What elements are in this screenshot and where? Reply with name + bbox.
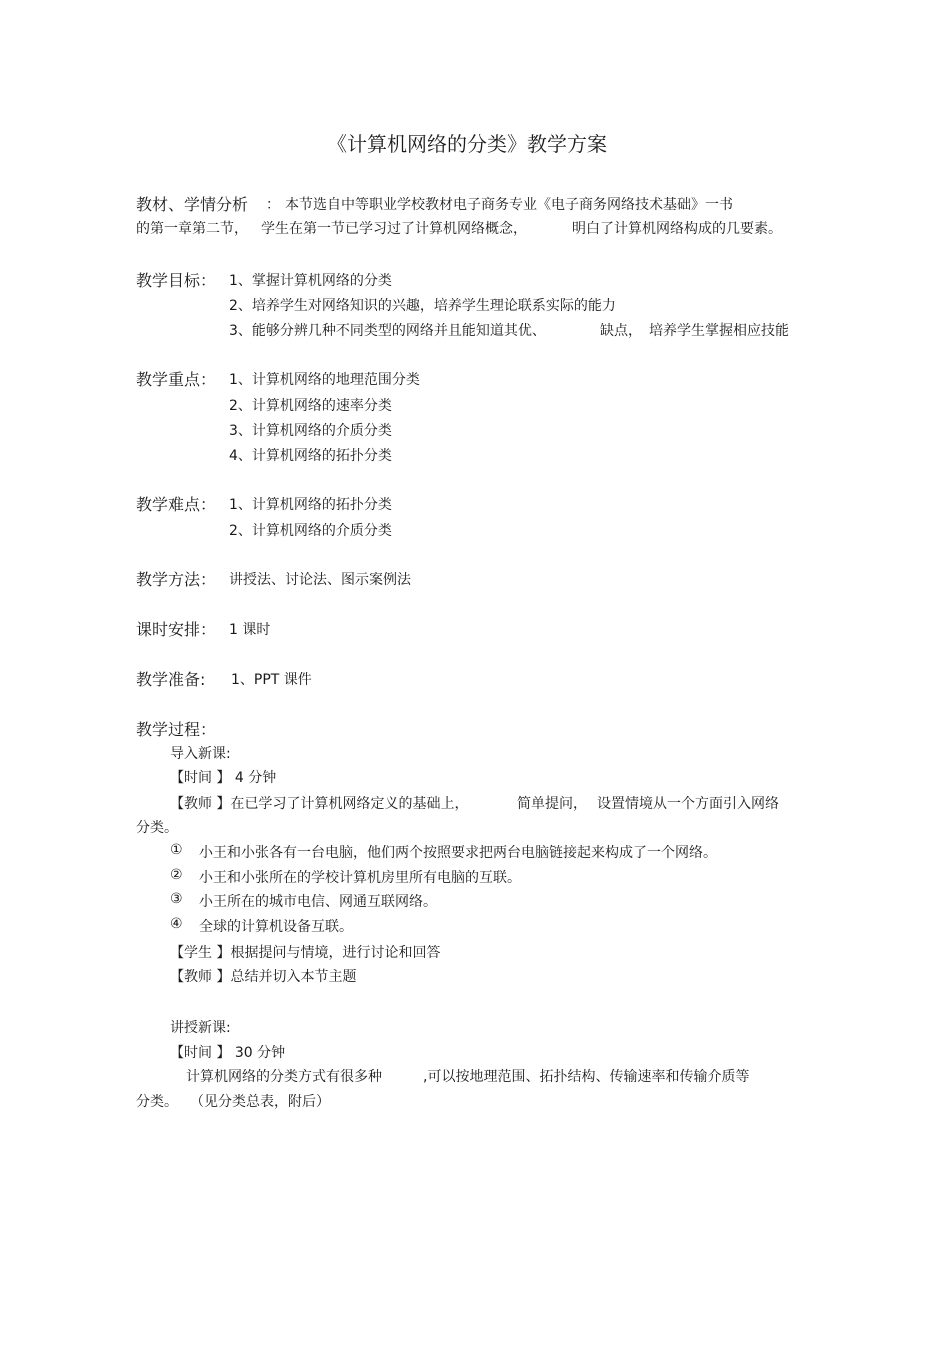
goal-item-3c: 培养学生掌握相应技能 bbox=[649, 323, 789, 339]
key-point-item: 2、计算机网络的速率分类 bbox=[229, 398, 392, 414]
schedule-value: 1 课时 bbox=[229, 622, 271, 638]
intro-teacher-summary: 【教师 】总结并切入本节主题 bbox=[170, 969, 357, 985]
lecture-text-line1a: 计算机网络的分类方式有很多种 bbox=[186, 1069, 382, 1085]
process-label: 教学过程： bbox=[136, 720, 217, 739]
methods-value: 讲授法、讨论法、图示案例法 bbox=[229, 572, 411, 588]
lecture-heading: 讲授新课: bbox=[170, 1020, 231, 1036]
intro-time: 【时间 】 4 分钟 bbox=[170, 770, 277, 786]
analysis-label: 教材、学情分析 bbox=[136, 195, 249, 214]
analysis-text-line2b: 学生在第一节已学习过了计算机网络概念， bbox=[261, 221, 527, 237]
methods-label: 教学方法： bbox=[136, 570, 217, 589]
analysis-text-line2a: 的第一章第二节， bbox=[136, 221, 248, 237]
key-points-label: 教学重点： bbox=[136, 370, 217, 389]
case-number: ④ bbox=[170, 916, 183, 932]
analysis-text-line2c: 明白了计算机网络构成的几要素。 bbox=[572, 221, 782, 237]
key-point-item: 4、计算机网络的拓扑分类 bbox=[229, 448, 392, 464]
case-text: 全球的计算机设备互联。 bbox=[199, 919, 353, 935]
difficulty-item: 1、计算机网络的拓扑分类 bbox=[229, 497, 392, 513]
analysis-separator: ： bbox=[266, 197, 280, 213]
intro-teacher-line1d: 分类。 bbox=[136, 820, 178, 836]
case-text: 小王和小张各有一台电脑，他们两个按照要求把两台电脑链接起来构成了一个网络。 bbox=[199, 845, 717, 861]
case-number: ③ bbox=[170, 891, 183, 907]
goal-item: 2、培养学生对网络知识的兴趣，培养学生理论联系实际的能力 bbox=[229, 298, 616, 314]
intro-student: 【学生 】根据提问与情境，进行讨论和回答 bbox=[170, 945, 441, 961]
preparation-label: 教学准备: bbox=[136, 670, 206, 689]
difficulty-item: 2、计算机网络的介质分类 bbox=[229, 523, 392, 539]
key-point-item: 3、计算机网络的介质分类 bbox=[229, 423, 392, 439]
goal-item: 1、掌握计算机网络的分类 bbox=[229, 273, 392, 289]
intro-teacher-line1c: 设置情境从一个方面引入网络 bbox=[597, 796, 779, 812]
preparation-value: 1、PPT 课件 bbox=[231, 672, 312, 688]
key-point-item: 1、计算机网络的地理范围分类 bbox=[229, 372, 420, 388]
schedule-label: 课时安排： bbox=[136, 620, 217, 639]
page-title: 《计算机网络的分类》教学方案 bbox=[327, 132, 607, 156]
goal-item-3a: 3、能够分辨几种不同类型的网络并且能知道其优、 bbox=[229, 323, 546, 339]
lecture-time: 【时间 】 30 分钟 bbox=[170, 1045, 286, 1061]
analysis-text-line1: 本节选自中等职业学校教材电子商务专业《电子商务网络技术基础》一书 bbox=[285, 197, 733, 213]
lecture-text-line2b: （见分类总表，附后） bbox=[190, 1094, 330, 1110]
case-number: ① bbox=[170, 842, 183, 858]
goal-item-3b: 缺点， bbox=[600, 323, 642, 339]
difficulties-label: 教学难点： bbox=[136, 495, 217, 514]
lecture-text-line2a: 分类。 bbox=[136, 1094, 178, 1110]
intro-teacher-line1a: 【教师 】在已学习了计算机网络定义的基础上， bbox=[170, 796, 469, 812]
goals-label: 教学目标： bbox=[136, 271, 217, 290]
lecture-text-line1b: ,可以按地理范围、拓扑结构、传输速率和传输介质等 bbox=[423, 1069, 750, 1085]
case-text: 小王和小张所在的学校计算机房里所有电脑的互联。 bbox=[199, 870, 521, 886]
case-text: 小王所在的城市电信、网通互联网络。 bbox=[199, 894, 437, 910]
case-number: ② bbox=[170, 867, 183, 883]
intro-heading: 导入新课: bbox=[170, 746, 231, 762]
intro-teacher-line1b: 简单提问， bbox=[517, 796, 587, 812]
